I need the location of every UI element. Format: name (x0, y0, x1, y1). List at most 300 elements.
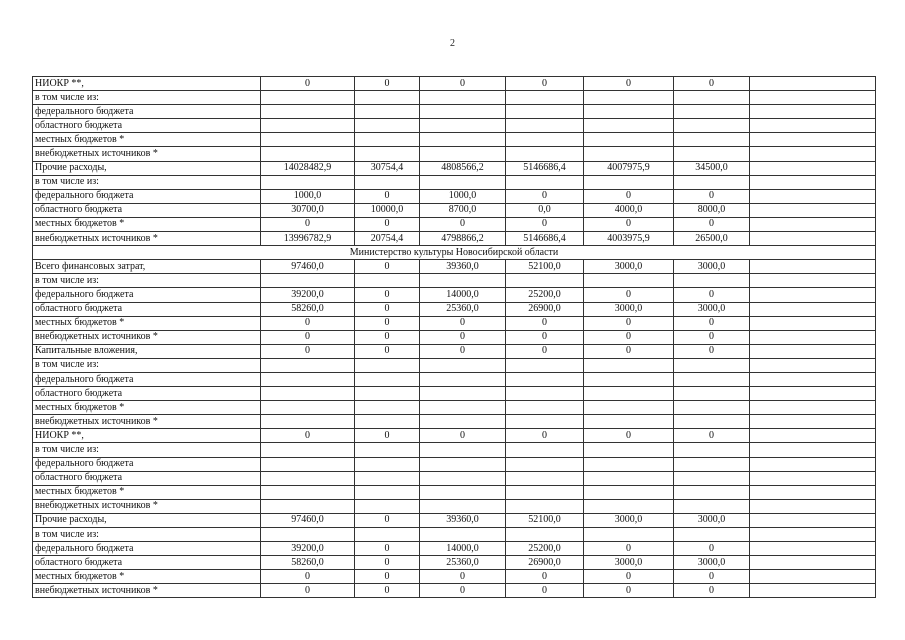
value-cell (420, 133, 506, 147)
value-cell (750, 217, 876, 231)
value-cell: 0 (355, 288, 420, 302)
value-cell (674, 358, 750, 372)
value-cell: 0 (584, 570, 674, 584)
value-cell: 0 (584, 288, 674, 302)
value-cell: 3000,0 (674, 302, 750, 316)
table-row (33, 91, 876, 105)
value-cell: 13996782,9 (261, 232, 355, 246)
table-row (33, 203, 876, 217)
value-cell: 25360,0 (420, 556, 506, 570)
table-row (33, 260, 876, 274)
table-row (33, 415, 876, 429)
table-row (33, 528, 876, 542)
value-cell: 25200,0 (506, 288, 584, 302)
row-label: местных бюджетов * (33, 133, 261, 147)
value-cell: 3000,0 (674, 513, 750, 527)
value-cell (750, 387, 876, 401)
value-cell (674, 471, 750, 485)
table-row (33, 119, 876, 133)
value-cell: 0 (674, 316, 750, 330)
value-cell: 10000,0 (355, 203, 420, 217)
table-row (33, 358, 876, 372)
value-cell (261, 175, 355, 189)
value-cell: 0 (261, 77, 355, 91)
table-row (33, 77, 876, 91)
row-label: НИОКР **, (33, 77, 261, 91)
row-label: внебюджетных источников * (33, 584, 261, 598)
value-cell (506, 105, 584, 119)
value-cell (420, 147, 506, 161)
value-cell (420, 105, 506, 119)
value-cell (750, 161, 876, 175)
row-label: федерального бюджета (33, 542, 261, 556)
value-cell: 25200,0 (506, 542, 584, 556)
value-cell: 0 (355, 217, 420, 231)
value-cell (261, 358, 355, 372)
value-cell (261, 387, 355, 401)
value-cell: 0 (584, 542, 674, 556)
value-cell (261, 133, 355, 147)
table-row (33, 570, 876, 584)
value-cell (750, 91, 876, 105)
row-label: в том числе из: (33, 274, 261, 288)
value-cell (261, 91, 355, 105)
value-cell (261, 471, 355, 485)
value-cell: 8700,0 (420, 203, 506, 217)
value-cell: 0 (674, 570, 750, 584)
value-cell: 3000,0 (584, 302, 674, 316)
table-row (33, 485, 876, 499)
value-cell (355, 415, 420, 429)
value-cell: 25360,0 (420, 302, 506, 316)
value-cell (750, 415, 876, 429)
value-cell: 0 (261, 330, 355, 344)
value-cell (261, 415, 355, 429)
value-cell (584, 415, 674, 429)
value-cell: 58260,0 (261, 556, 355, 570)
value-cell: 0 (584, 217, 674, 231)
table-row (33, 274, 876, 288)
value-cell (674, 485, 750, 499)
value-cell (355, 372, 420, 386)
value-cell (750, 499, 876, 513)
value-cell: 39360,0 (420, 260, 506, 274)
value-cell (750, 175, 876, 189)
value-cell (355, 274, 420, 288)
value-cell (584, 485, 674, 499)
row-label: НИОКР **, (33, 429, 261, 443)
row-label: областного бюджета (33, 387, 261, 401)
value-cell: 0 (674, 344, 750, 358)
value-cell (584, 358, 674, 372)
row-label: в том числе из: (33, 175, 261, 189)
value-cell (584, 471, 674, 485)
value-cell (506, 372, 584, 386)
page-number: 2 (450, 38, 455, 49)
value-cell (750, 133, 876, 147)
value-cell (674, 457, 750, 471)
value-cell (506, 175, 584, 189)
table-row (33, 401, 876, 415)
value-cell (261, 274, 355, 288)
value-cell: 0 (420, 316, 506, 330)
value-cell (584, 401, 674, 415)
value-cell: 0 (355, 556, 420, 570)
value-cell (506, 457, 584, 471)
table-row (33, 499, 876, 513)
value-cell (506, 401, 584, 415)
value-cell (674, 387, 750, 401)
value-cell (584, 119, 674, 133)
value-cell: 3000,0 (674, 556, 750, 570)
value-cell: 0 (261, 570, 355, 584)
value-cell (674, 147, 750, 161)
budget-table-body (33, 77, 876, 598)
value-cell: 0 (506, 189, 584, 203)
value-cell (506, 499, 584, 513)
value-cell (750, 189, 876, 203)
value-cell: 0 (584, 77, 674, 91)
row-label: областного бюджета (33, 203, 261, 217)
value-cell (584, 443, 674, 457)
value-cell (261, 119, 355, 133)
value-cell (750, 358, 876, 372)
value-cell: 0 (355, 316, 420, 330)
row-label: областного бюджета (33, 556, 261, 570)
row-label: местных бюджетов * (33, 217, 261, 231)
value-cell (261, 401, 355, 415)
value-cell: 0 (674, 584, 750, 598)
value-cell (584, 387, 674, 401)
value-cell (420, 91, 506, 105)
value-cell (584, 499, 674, 513)
value-cell (750, 570, 876, 584)
value-cell (420, 415, 506, 429)
value-cell: 4003975,9 (584, 232, 674, 246)
row-label: местных бюджетов * (33, 316, 261, 330)
value-cell (420, 274, 506, 288)
table-row (33, 175, 876, 189)
value-cell (261, 485, 355, 499)
value-cell: 0 (584, 330, 674, 344)
value-cell (584, 274, 674, 288)
value-cell: 97460,0 (261, 260, 355, 274)
value-cell: 0 (355, 344, 420, 358)
value-cell (355, 457, 420, 471)
value-cell: 0 (355, 542, 420, 556)
value-cell: 0 (584, 429, 674, 443)
value-cell (584, 133, 674, 147)
value-cell: 97460,0 (261, 513, 355, 527)
value-cell (750, 119, 876, 133)
value-cell (506, 358, 584, 372)
value-cell: 0 (355, 513, 420, 527)
value-cell: 0 (674, 77, 750, 91)
value-cell: 0,0 (506, 203, 584, 217)
value-cell (674, 105, 750, 119)
value-cell (506, 443, 584, 457)
value-cell (750, 528, 876, 542)
value-cell (674, 274, 750, 288)
value-cell: 0 (355, 77, 420, 91)
value-cell (674, 499, 750, 513)
value-cell: 0 (506, 77, 584, 91)
row-label: местных бюджетов * (33, 570, 261, 584)
value-cell (674, 91, 750, 105)
row-label: федерального бюджета (33, 105, 261, 119)
value-cell (506, 528, 584, 542)
value-cell: 0 (420, 217, 506, 231)
value-cell (506, 471, 584, 485)
value-cell: 0 (674, 330, 750, 344)
value-cell: 3000,0 (584, 260, 674, 274)
value-cell (750, 302, 876, 316)
value-cell: 0 (355, 570, 420, 584)
value-cell (420, 499, 506, 513)
value-cell: 0 (506, 316, 584, 330)
value-cell: 26900,0 (506, 302, 584, 316)
value-cell (261, 147, 355, 161)
value-cell: 0 (261, 344, 355, 358)
value-cell (674, 415, 750, 429)
value-cell: 5146686,4 (506, 232, 584, 246)
row-label: внебюджетных источников * (33, 415, 261, 429)
row-label: областного бюджета (33, 471, 261, 485)
value-cell (674, 372, 750, 386)
value-cell (674, 175, 750, 189)
value-cell (261, 443, 355, 457)
row-label: внебюджетных источников * (33, 147, 261, 161)
value-cell: 0 (355, 330, 420, 344)
value-cell (355, 528, 420, 542)
value-cell: 39200,0 (261, 288, 355, 302)
value-cell (584, 457, 674, 471)
value-cell (420, 457, 506, 471)
table-row (33, 105, 876, 119)
table-row (33, 443, 876, 457)
value-cell (261, 105, 355, 119)
value-cell: 14028482,9 (261, 161, 355, 175)
value-cell (584, 528, 674, 542)
value-cell (420, 175, 506, 189)
value-cell: 4007975,9 (584, 161, 674, 175)
value-cell (420, 387, 506, 401)
value-cell: 3000,0 (584, 556, 674, 570)
value-cell: 0 (506, 330, 584, 344)
value-cell: 0 (355, 429, 420, 443)
table-row (33, 542, 876, 556)
value-cell: 20754,4 (355, 232, 420, 246)
row-label: федерального бюджета (33, 372, 261, 386)
value-cell (750, 330, 876, 344)
row-label: федерального бюджета (33, 288, 261, 302)
value-cell (674, 528, 750, 542)
value-cell (750, 232, 876, 246)
row-label: внебюджетных источников * (33, 232, 261, 246)
value-cell (584, 147, 674, 161)
value-cell (261, 499, 355, 513)
value-cell (674, 401, 750, 415)
value-cell: 0 (674, 542, 750, 556)
value-cell (420, 471, 506, 485)
value-cell (355, 358, 420, 372)
row-label: Капитальные вложения, (33, 344, 261, 358)
value-cell (584, 105, 674, 119)
value-cell: 1000,0 (420, 189, 506, 203)
value-cell (506, 415, 584, 429)
value-cell (355, 119, 420, 133)
value-cell: 52100,0 (506, 513, 584, 527)
value-cell: 52100,0 (506, 260, 584, 274)
value-cell (355, 133, 420, 147)
value-cell (750, 105, 876, 119)
value-cell: 0 (506, 344, 584, 358)
value-cell (420, 372, 506, 386)
value-cell (750, 260, 876, 274)
value-cell: 0 (506, 584, 584, 598)
value-cell (674, 119, 750, 133)
table-row (33, 161, 876, 175)
value-cell (261, 457, 355, 471)
row-label: внебюджетных источников * (33, 330, 261, 344)
table-row (33, 330, 876, 344)
value-cell: 0 (674, 429, 750, 443)
table-row (33, 133, 876, 147)
value-cell (355, 147, 420, 161)
row-label: областного бюджета (33, 302, 261, 316)
value-cell (750, 344, 876, 358)
value-cell: 0 (584, 584, 674, 598)
table-row (33, 429, 876, 443)
value-cell: 4798866,2 (420, 232, 506, 246)
value-cell (355, 443, 420, 457)
value-cell: 58260,0 (261, 302, 355, 316)
value-cell: 0 (355, 584, 420, 598)
value-cell (355, 387, 420, 401)
table-row (33, 556, 876, 570)
budget-table (32, 76, 876, 598)
row-label: Всего финансовых затрат, (33, 260, 261, 274)
value-cell: 0 (420, 584, 506, 598)
value-cell (750, 443, 876, 457)
value-cell: 3000,0 (674, 260, 750, 274)
row-label: местных бюджетов * (33, 485, 261, 499)
value-cell: 26900,0 (506, 556, 584, 570)
table-row (33, 372, 876, 386)
value-cell: 5146686,4 (506, 161, 584, 175)
value-cell (506, 274, 584, 288)
value-cell: 39200,0 (261, 542, 355, 556)
value-cell (584, 175, 674, 189)
value-cell (261, 372, 355, 386)
value-cell (584, 372, 674, 386)
value-cell (355, 401, 420, 415)
table-row (33, 147, 876, 161)
value-cell: 0 (355, 260, 420, 274)
value-cell: 4808566,2 (420, 161, 506, 175)
value-cell: 0 (420, 77, 506, 91)
value-cell (506, 91, 584, 105)
section-header-row (33, 246, 876, 260)
row-label: областного бюджета (33, 119, 261, 133)
value-cell: 0 (674, 288, 750, 302)
value-cell (750, 513, 876, 527)
value-cell (584, 91, 674, 105)
value-cell: 30754,4 (355, 161, 420, 175)
value-cell (750, 147, 876, 161)
table-row (33, 302, 876, 316)
value-cell (261, 528, 355, 542)
value-cell: 0 (506, 570, 584, 584)
row-label: Прочие расходы, (33, 513, 261, 527)
value-cell: 34500,0 (674, 161, 750, 175)
value-cell (355, 91, 420, 105)
value-cell: 0 (674, 189, 750, 203)
table-row (33, 387, 876, 401)
value-cell (750, 288, 876, 302)
value-cell (750, 316, 876, 330)
table-row (33, 288, 876, 302)
value-cell: 0 (355, 302, 420, 316)
value-cell (355, 499, 420, 513)
value-cell (750, 542, 876, 556)
value-cell: 0 (420, 570, 506, 584)
value-cell (750, 429, 876, 443)
row-label: федерального бюджета (33, 457, 261, 471)
row-label: в том числе из: (33, 443, 261, 457)
row-label: в том числе из: (33, 91, 261, 105)
value-cell: 0 (261, 584, 355, 598)
value-cell (750, 584, 876, 598)
value-cell: 0 (261, 217, 355, 231)
value-cell: 0 (420, 429, 506, 443)
table-row (33, 316, 876, 330)
row-label: внебюджетных источников * (33, 499, 261, 513)
value-cell: 0 (584, 316, 674, 330)
value-cell (750, 274, 876, 288)
value-cell (420, 401, 506, 415)
value-cell (420, 358, 506, 372)
value-cell (674, 443, 750, 457)
value-cell (420, 443, 506, 457)
value-cell: 1000,0 (261, 189, 355, 203)
value-cell: 0 (584, 189, 674, 203)
section-title: Министерство культуры Новосибирской области (33, 246, 876, 260)
value-cell: 39360,0 (420, 513, 506, 527)
value-cell (506, 485, 584, 499)
value-cell: 4000,0 (584, 203, 674, 217)
value-cell (355, 471, 420, 485)
value-cell (355, 105, 420, 119)
value-cell: 0 (355, 189, 420, 203)
value-cell: 0 (420, 330, 506, 344)
value-cell: 26500,0 (674, 232, 750, 246)
value-cell: 0 (674, 217, 750, 231)
table-row (33, 189, 876, 203)
value-cell (355, 485, 420, 499)
row-label: в том числе из: (33, 528, 261, 542)
table-row (33, 513, 876, 527)
value-cell (674, 133, 750, 147)
value-cell: 0 (506, 217, 584, 231)
value-cell (750, 77, 876, 91)
value-cell (750, 556, 876, 570)
table-row (33, 584, 876, 598)
value-cell: 0 (584, 344, 674, 358)
value-cell (355, 175, 420, 189)
table-row (33, 232, 876, 246)
value-cell: 0 (261, 429, 355, 443)
